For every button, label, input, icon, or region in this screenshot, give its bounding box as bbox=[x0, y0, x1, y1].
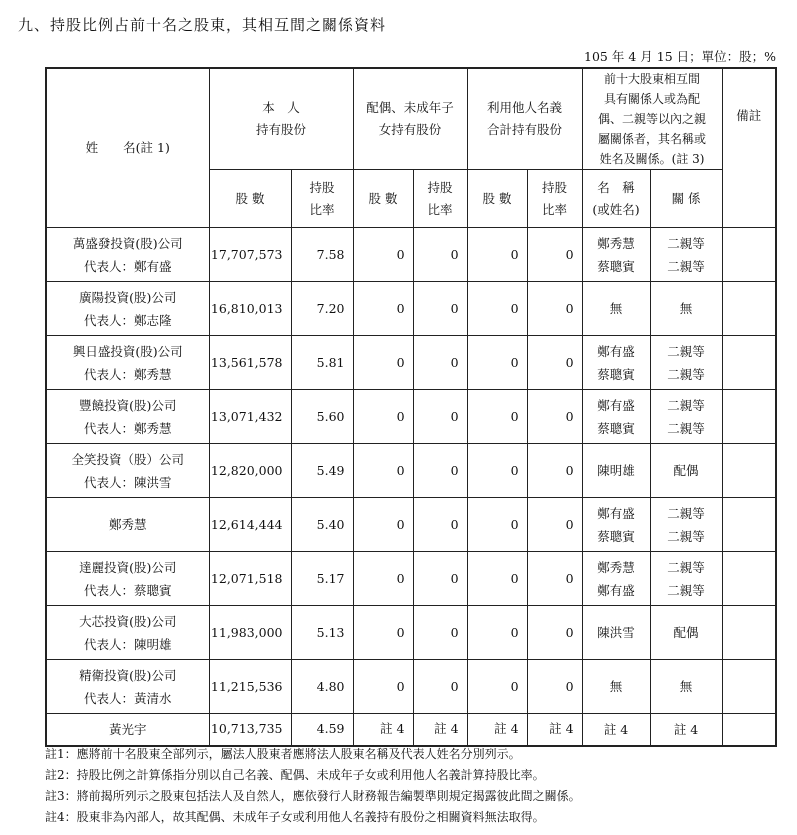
spouse-ratio: 0 bbox=[413, 228, 467, 282]
self-ratio: 5.49 bbox=[291, 444, 353, 498]
spouse-shares: 0 bbox=[353, 552, 413, 606]
table-row bbox=[46, 228, 776, 282]
footnote-2: 註2：持股比例之計算係指分別以自己名義、配偶、未成年子女或利用他人名義計算持股比率。 bbox=[45, 768, 545, 782]
header-spouse-shares: 股 數 bbox=[353, 170, 413, 228]
header-spouse: 配偶、未成年子 女持有股份 bbox=[353, 68, 467, 170]
self-ratio: 5.81 bbox=[291, 336, 353, 390]
spouse-shares: 0 bbox=[353, 336, 413, 390]
self-shares: 13,561,578 bbox=[209, 336, 291, 390]
spouse-ratio: 0 bbox=[413, 606, 467, 660]
shareholder-name: 全笑投資（股）公司 代表人：陳洪雪 bbox=[46, 444, 209, 498]
relations: 無 bbox=[650, 660, 722, 714]
table-row bbox=[46, 714, 776, 746]
header-nominee: 利用他人名義 合計持有股份 bbox=[467, 68, 582, 170]
related-names: 註 4 bbox=[582, 714, 650, 746]
remark bbox=[722, 444, 776, 498]
nominee-ratio: 0 bbox=[527, 282, 582, 336]
remark bbox=[722, 228, 776, 282]
header-related: 前十大股東相互間 具有關係人或為配 偶、二親等以內之親 屬關係者，其名稱或 姓名及關係。(註 3) bbox=[582, 68, 722, 170]
table-row bbox=[46, 552, 776, 606]
spouse-shares: 0 bbox=[353, 390, 413, 444]
nominee-shares: 0 bbox=[467, 228, 527, 282]
nominee-ratio: 0 bbox=[527, 228, 582, 282]
relations: 二親等 二親等 bbox=[650, 228, 722, 282]
self-shares: 17,707,573 bbox=[209, 228, 291, 282]
header-spouse-ratio: 持股 比率 bbox=[413, 170, 467, 228]
header-rel-name: 名 稱 (或姓名) bbox=[582, 170, 650, 228]
spouse-ratio: 0 bbox=[413, 390, 467, 444]
remark bbox=[722, 606, 776, 660]
shareholder-name: 黃光宇 bbox=[46, 714, 209, 746]
shareholder-name: 達麗投資(股)公司 代表人：蔡聰賓 bbox=[46, 552, 209, 606]
relations: 二親等 二親等 bbox=[650, 390, 722, 444]
spouse-shares: 0 bbox=[353, 660, 413, 714]
nominee-shares: 0 bbox=[467, 498, 527, 552]
nominee-shares: 0 bbox=[467, 336, 527, 390]
table-row bbox=[46, 336, 776, 390]
nominee-ratio: 0 bbox=[527, 660, 582, 714]
table-row bbox=[46, 606, 776, 660]
self-ratio: 4.80 bbox=[291, 660, 353, 714]
nominee-shares: 註 4 bbox=[467, 714, 527, 746]
nominee-shares: 0 bbox=[467, 606, 527, 660]
self-shares: 11,215,536 bbox=[209, 660, 291, 714]
spouse-shares: 0 bbox=[353, 444, 413, 498]
table-row bbox=[46, 390, 776, 444]
header-name: 姓 名(註 1) bbox=[46, 68, 209, 228]
nominee-ratio: 0 bbox=[527, 390, 582, 444]
self-ratio: 5.60 bbox=[291, 390, 353, 444]
self-ratio: 5.17 bbox=[291, 552, 353, 606]
header-remarks: 備註 bbox=[722, 68, 776, 228]
shareholder-name: 豐饒投資(股)公司 代表人：鄭秀慧 bbox=[46, 390, 209, 444]
shareholder-name: 大芯投資(股)公司 代表人：陳明雄 bbox=[46, 606, 209, 660]
nominee-shares: 0 bbox=[467, 444, 527, 498]
self-shares: 12,820,000 bbox=[209, 444, 291, 498]
nominee-ratio: 0 bbox=[527, 606, 582, 660]
spouse-ratio: 0 bbox=[413, 444, 467, 498]
footnote-1: 註1：應將前十名股東全部列示，屬法人股東者應將法人股東名稱及代表人姓名分別列示。 bbox=[45, 747, 521, 761]
remark bbox=[722, 660, 776, 714]
nominee-shares: 0 bbox=[467, 552, 527, 606]
related-names: 鄭有盛 蔡聰賓 bbox=[582, 498, 650, 552]
header-self-shares: 股 數 bbox=[209, 170, 291, 228]
self-ratio: 4.59 bbox=[291, 714, 353, 746]
spouse-shares: 註 4 bbox=[353, 714, 413, 746]
relations: 二親等 二親等 bbox=[650, 336, 722, 390]
related-names: 陳明雄 bbox=[582, 444, 650, 498]
table-row bbox=[46, 282, 776, 336]
self-shares: 13,071,432 bbox=[209, 390, 291, 444]
shareholder-name: 興日盛投資(股)公司 代表人：鄭秀慧 bbox=[46, 336, 209, 390]
table-row bbox=[46, 498, 776, 552]
spouse-shares: 0 bbox=[353, 498, 413, 552]
section-title: 九、持股比例占前十名之股東，其相互間之關係資料 bbox=[18, 16, 387, 34]
remark bbox=[722, 282, 776, 336]
footnote-4: 註4：股東非為內部人，故其配偶、未成年子女或利用他人名義持有股份之相關資料無法取得。 bbox=[45, 810, 545, 824]
header-relation: 關 係 bbox=[650, 170, 722, 228]
self-shares: 12,071,518 bbox=[209, 552, 291, 606]
nominee-ratio: 0 bbox=[527, 336, 582, 390]
related-names: 鄭秀慧 鄭有盛 bbox=[582, 552, 650, 606]
spouse-ratio: 0 bbox=[413, 660, 467, 714]
self-ratio: 7.20 bbox=[291, 282, 353, 336]
self-ratio: 7.58 bbox=[291, 228, 353, 282]
header-nominee-ratio: 持股 比率 bbox=[527, 170, 582, 228]
nominee-ratio: 0 bbox=[527, 444, 582, 498]
self-shares: 16,810,013 bbox=[209, 282, 291, 336]
spouse-ratio: 0 bbox=[413, 336, 467, 390]
remark bbox=[722, 714, 776, 746]
header-nominee-shares: 股 數 bbox=[467, 170, 527, 228]
spouse-shares: 0 bbox=[353, 228, 413, 282]
date-unit-label: 105 年 4 月 15 日；單位：股；% bbox=[584, 49, 776, 64]
spouse-ratio: 0 bbox=[413, 282, 467, 336]
table-row bbox=[46, 444, 776, 498]
self-shares: 12,614,444 bbox=[209, 498, 291, 552]
spouse-ratio: 0 bbox=[413, 552, 467, 606]
nominee-ratio: 0 bbox=[527, 552, 582, 606]
relations: 無 bbox=[650, 282, 722, 336]
related-names: 鄭有盛 蔡聰賓 bbox=[582, 336, 650, 390]
spouse-ratio: 註 4 bbox=[413, 714, 467, 746]
shareholder-name: 萬盛發投資(股)公司 代表人：鄭有盛 bbox=[46, 228, 209, 282]
header-self-ratio: 持股 比率 bbox=[291, 170, 353, 228]
nominee-shares: 0 bbox=[467, 660, 527, 714]
relations: 配偶 bbox=[650, 444, 722, 498]
nominee-ratio: 註 4 bbox=[527, 714, 582, 746]
remark bbox=[722, 498, 776, 552]
nominee-shares: 0 bbox=[467, 390, 527, 444]
shareholder-table bbox=[45, 67, 777, 747]
relations: 二親等 二親等 bbox=[650, 552, 722, 606]
related-names: 無 bbox=[582, 282, 650, 336]
footnote-3: 註3：將前揭所列示之股東包括法人及自然人，應依發行人財務報告編製準則規定揭露彼此間之關係。 bbox=[45, 789, 581, 803]
table-row bbox=[46, 660, 776, 714]
spouse-shares: 0 bbox=[353, 606, 413, 660]
related-names: 鄭有盛 蔡聰賓 bbox=[582, 390, 650, 444]
relations: 配偶 bbox=[650, 606, 722, 660]
self-shares: 11,983,000 bbox=[209, 606, 291, 660]
relations: 二親等 二親等 bbox=[650, 498, 722, 552]
nominee-shares: 0 bbox=[467, 282, 527, 336]
relations: 註 4 bbox=[650, 714, 722, 746]
spouse-shares: 0 bbox=[353, 282, 413, 336]
footnotes bbox=[45, 744, 581, 828]
shareholder-name: 廣陽投資(股)公司 代表人：鄭志隆 bbox=[46, 282, 209, 336]
related-names: 陳洪雪 bbox=[582, 606, 650, 660]
self-ratio: 5.13 bbox=[291, 606, 353, 660]
remark bbox=[722, 390, 776, 444]
related-names: 鄭秀慧 蔡聰賓 bbox=[582, 228, 650, 282]
remark bbox=[722, 552, 776, 606]
spouse-ratio: 0 bbox=[413, 498, 467, 552]
nominee-ratio: 0 bbox=[527, 498, 582, 552]
self-ratio: 5.40 bbox=[291, 498, 353, 552]
remark bbox=[722, 336, 776, 390]
self-shares: 10,713,735 bbox=[209, 714, 291, 746]
header-self: 本 人 持有股份 bbox=[209, 68, 353, 170]
related-names: 無 bbox=[582, 660, 650, 714]
shareholder-name: 鄭秀慧 bbox=[46, 498, 209, 552]
shareholder-name: 精衛投資(股)公司 代表人：黃清水 bbox=[46, 660, 209, 714]
